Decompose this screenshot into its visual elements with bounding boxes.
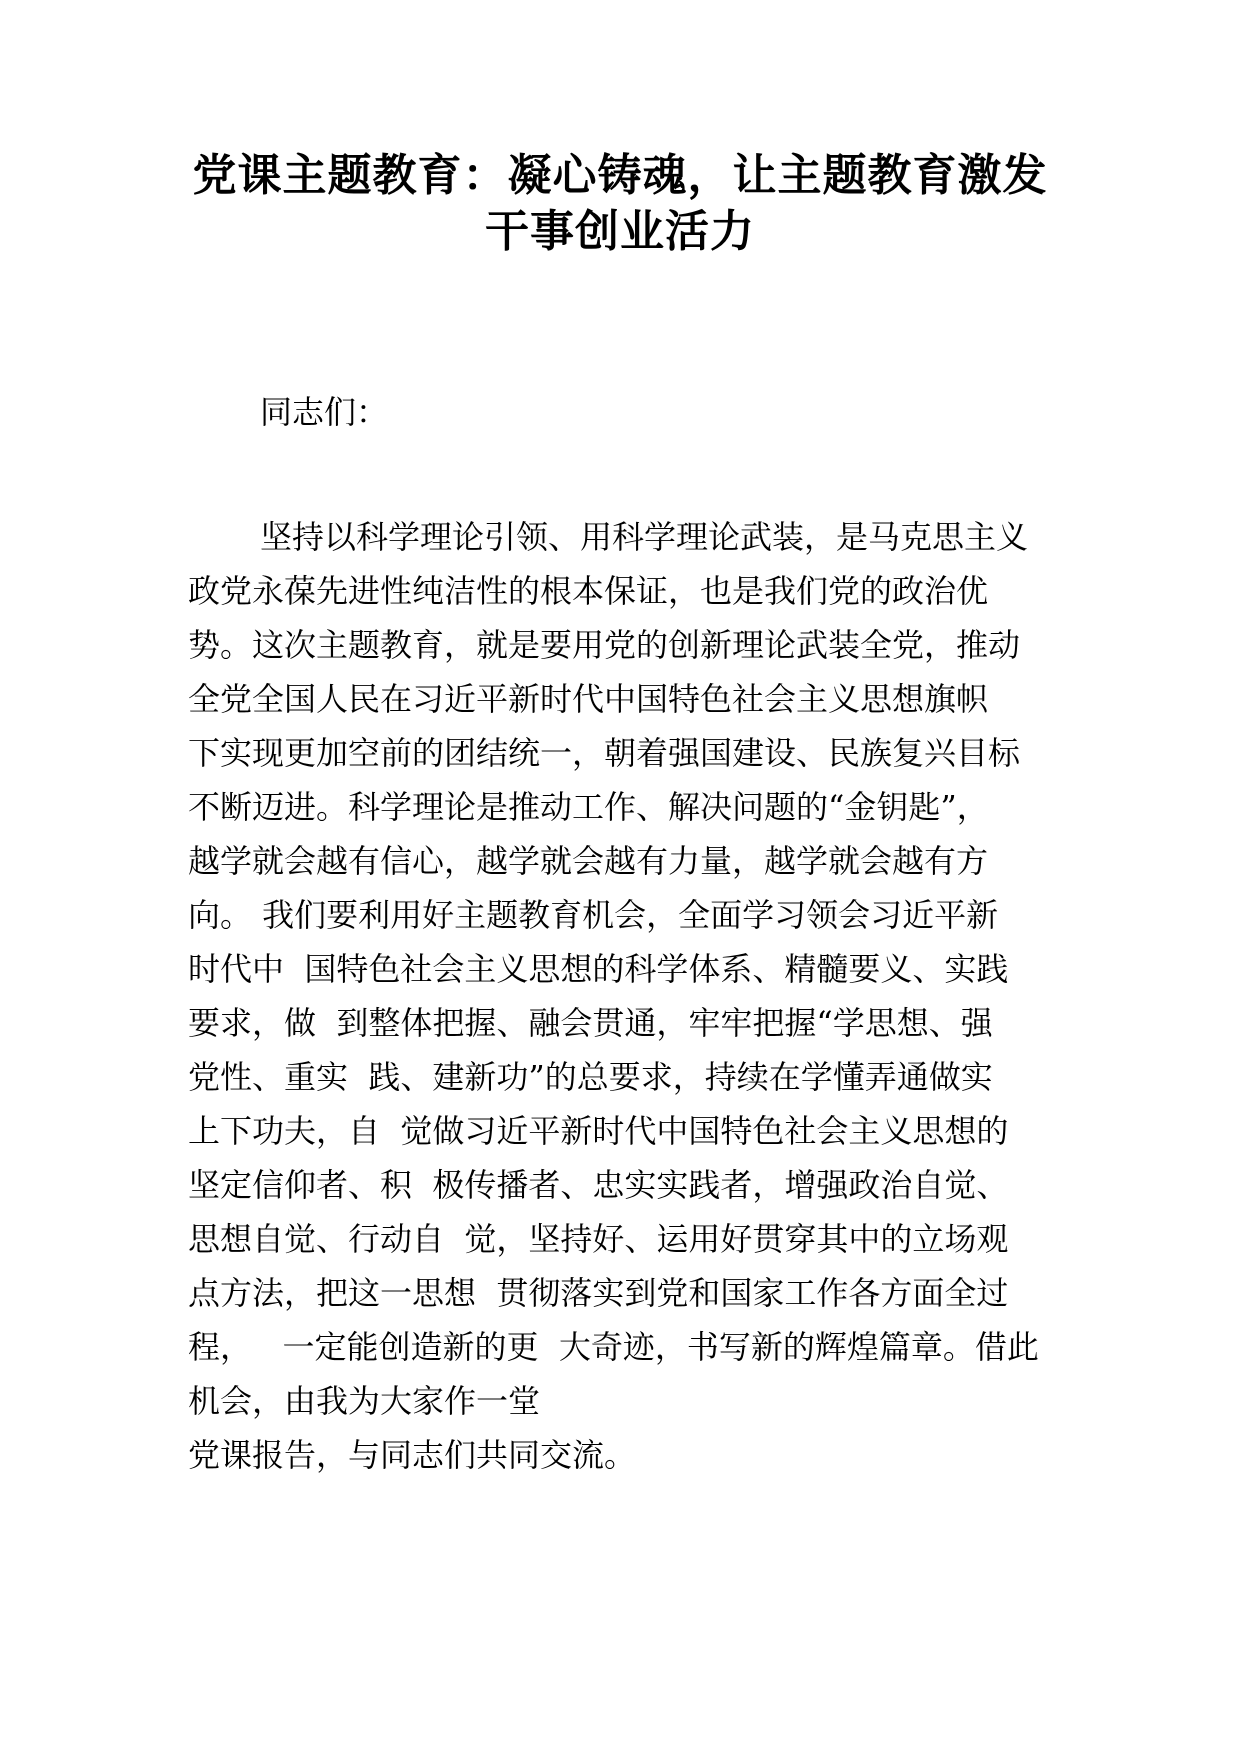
body-line: 不断迈进。科学理论是推动工作、解决问题的“金钥匙”， — [188, 788, 989, 826]
body-line: 全党全国人民在习近平新时代中国特色社会主义思想旗帜 — [188, 680, 989, 718]
body-line: 越学就会越有信心，越学就会越有力量，越学就会越有方 — [188, 842, 989, 880]
body-line: 势。这次主题教育，就是要用党的创新理论武装全党，推动 — [188, 626, 1021, 664]
body-line: 时代中 国特色社会主义思想的科学体系、精髓要义、实践 — [188, 950, 1009, 988]
body-paragraph — [188, 510, 1088, 1482]
body-line: 要求，做 到整体把握、融会贯通，牢牢把握“学思想、强 — [188, 1004, 993, 1042]
body-line: 政党永葆先进性纯洁性的根本保证，也是我们党的政治优 — [188, 572, 989, 610]
body-line: 坚持以科学理论引领、用科学理论武装，是马克思主义 — [260, 518, 1029, 556]
body-line: 点方法，把这一思想 贯彻落实到党和国家工作各方面全过 — [188, 1274, 1009, 1312]
body-line: 上下功夫，自 觉做习近平新时代中国特色社会主义思想的 — [188, 1112, 1009, 1150]
document-title — [150, 148, 1090, 260]
body-line: 下实现更加空前的团结统一，朝着强国建设、民族复兴目标 — [188, 734, 1021, 772]
body-line: 向。 我们要利用好主题教育机会，全面学习领会习近平新 — [188, 896, 999, 934]
body-line: 坚定信仰者、积 极传播者、忠实实践者，增强政治自觉、 — [188, 1166, 1009, 1204]
body-line: 程， 一定能创造新的更 大奇迹，书写新的辉煌篇章。借此 — [188, 1328, 1039, 1366]
salutation: 同志们： — [260, 393, 389, 431]
title-line-1: 党课主题教育：凝心铸魂，让主题教育激发 — [192, 150, 1048, 201]
body-line: 机会，由我为大家作一堂 — [188, 1382, 541, 1420]
body-line: 思想自觉、行动自 觉，坚持好、运用好贯穿其中的立场观 — [188, 1220, 1009, 1258]
body-line: 党课报告，与同志们共同交流。 — [188, 1436, 637, 1474]
body-line: 党性、重实 践、建新功”的总要求，持续在学懂弄通做实 — [188, 1058, 993, 1096]
title-line-2: 干事创业活力 — [485, 206, 755, 257]
